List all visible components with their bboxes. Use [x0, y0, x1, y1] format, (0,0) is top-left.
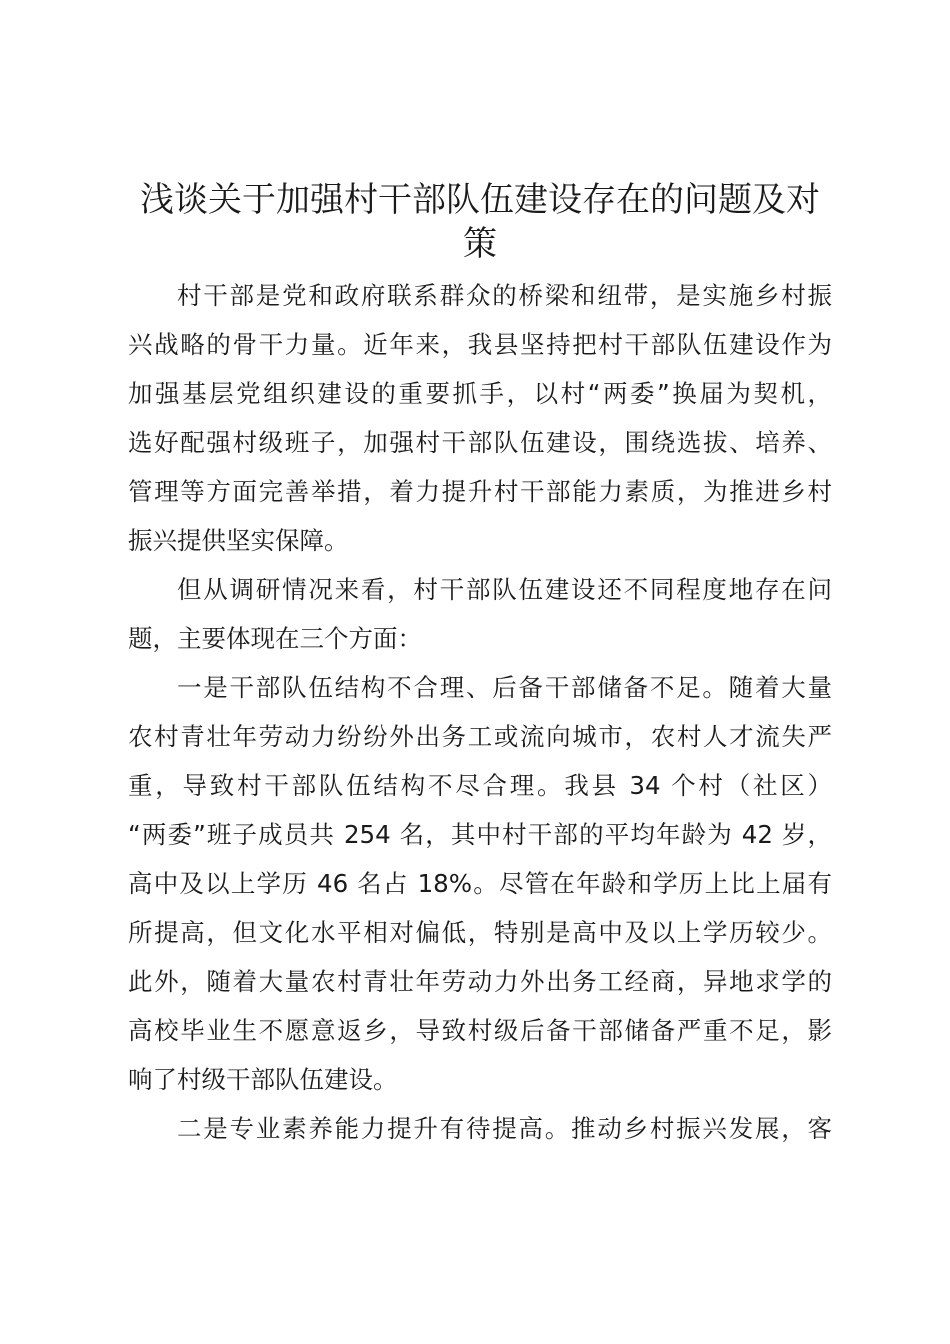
paragraph-line: 高中及以上学历 46 名占 18%。尽管在年龄和学历上比上届有 — [128, 869, 832, 898]
paragraph-line: 但从调研情况来看，村干部队伍建设还不同程度地存在问 — [177, 575, 832, 604]
paragraph-line: 题，主要体现在三个方面： — [128, 624, 422, 653]
paragraph-line: 振兴提供坚实保障。 — [128, 526, 349, 555]
paragraph-line: 重，导致村干部队伍结构不尽合理。我县 34 个村（社区） — [128, 771, 832, 800]
paragraph-line: 所提高，但文化水平相对偏低，特别是高中及以上学历较少。 — [128, 918, 832, 947]
paragraph-line: 此外，随着大量农村青壮年劳动力外出务工经商，异地求学的 — [128, 967, 832, 996]
paragraph-line: 管理等方面完善举措，着力提升村干部能力素质，为推进乡村 — [128, 477, 832, 506]
paragraph-line: 加强基层党组织建设的重要抓手，以村“两委”换届为契机， — [128, 379, 832, 408]
document-title — [128, 178, 832, 266]
body-text — [128, 271, 832, 1153]
paragraph-line: 一是干部队伍结构不合理、后备干部储备不足。随着大量 — [177, 673, 832, 702]
paragraph-line: 二是专业素养能力提升有待提高。推动乡村振兴发展，客 — [177, 1114, 832, 1143]
title-line-1: 浅谈关于加强村干部队伍建设存在的问题及对 — [140, 180, 820, 220]
document-page — [128, 178, 832, 1153]
paragraph-line: 兴战略的骨干力量。近年来，我县坚持把村干部队伍建设作为 — [128, 330, 832, 359]
title-line-2: 策 — [463, 224, 497, 264]
paragraph-line: 选好配强村级班子，加强村干部队伍建设，围绕选拔、培养、 — [128, 428, 832, 457]
paragraph-line: 村干部是党和政府联系群众的桥梁和纽带，是实施乡村振 — [177, 281, 832, 310]
paragraph-2 — [128, 565, 832, 663]
paragraph-1 — [128, 271, 832, 565]
paragraph-line: “两委”班子成员共 254 名，其中村干部的平均年龄为 42 岁， — [128, 820, 832, 849]
paragraph-line: 农村青壮年劳动力纷纷外出务工或流向城市，农村人才流失严 — [128, 722, 832, 751]
paragraph-line: 响了村级干部队伍建设。 — [128, 1065, 398, 1094]
paragraph-line: 高校毕业生不愿意返乡，导致村级后备干部储备严重不足，影 — [128, 1016, 832, 1045]
paragraph-4 — [128, 1104, 832, 1153]
paragraph-3 — [128, 663, 832, 1104]
